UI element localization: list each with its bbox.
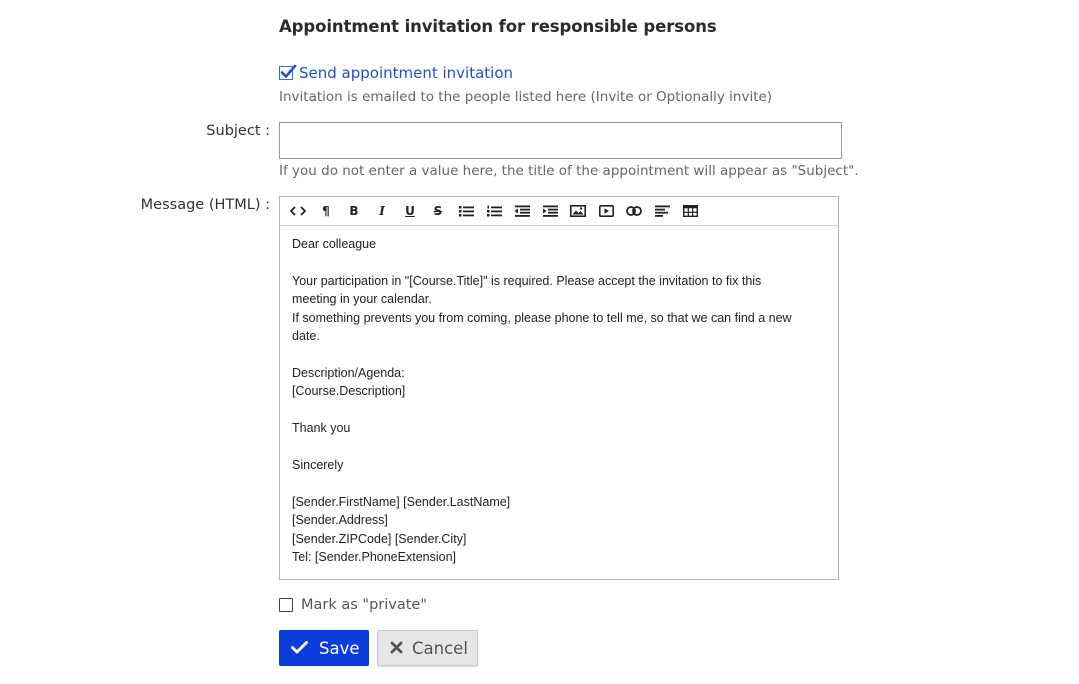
save-button-label: Save [319,638,360,658]
align-icon[interactable] [648,200,676,222]
bold-icon[interactable]: B [349,204,359,218]
send-invitation-help: Invitation is emailed to the people listed here (Invite or Optionally invite) [279,89,773,105]
paragraph-icon[interactable]: ¶ [322,204,330,218]
close-icon [390,639,403,658]
checkmark-icon [279,63,297,81]
checkmark-icon [291,639,308,658]
cancel-button[interactable] [377,630,478,666]
subject-label: Subject : [206,123,270,139]
subject-help: If you do not enter a value here, the title of the appointment will appear as "Subject". [279,163,859,179]
bulleted-list-icon[interactable] [452,200,480,222]
send-invitation-row[interactable] [279,64,513,82]
underline-icon[interactable]: U [405,204,415,218]
send-invitation-checkbox[interactable] [279,66,293,80]
link-icon[interactable] [620,200,648,222]
message-label: Message (HTML) : [140,197,270,213]
numbered-list-icon[interactable] [480,200,508,222]
strikethrough-icon[interactable]: S [433,204,443,218]
outdent-icon[interactable] [508,200,536,222]
private-row[interactable] [279,597,427,613]
private-label[interactable]: Mark as "private" [301,597,428,613]
table-icon[interactable] [676,200,704,222]
italic-icon[interactable]: I [379,204,385,218]
subject-input[interactable] [279,122,842,159]
video-icon[interactable] [592,200,620,222]
code-view-icon[interactable] [284,200,312,222]
save-button[interactable] [279,630,369,666]
html-editor [279,196,839,580]
editor-toolbar [280,197,838,226]
send-invitation-label[interactable]: Send appointment invitation [299,64,514,82]
indent-icon[interactable] [536,200,564,222]
image-icon[interactable] [564,200,592,222]
editor-content[interactable]: Dear colleague Your participation in "[Course.Title]" is required. Please accept the invitation to fix this meeting in your calendar. If something prevents you from coming, please phone to tell me, so that we can find a new date. Description/Agenda: [Course.Description] Thank you Sincerely [Sender.FirstName] [Sender.LastName] [Sender.Address] [Sender.ZIPCode] [Sender.City] Tel: [Sender.PhoneExtension] [292,237,792,564]
private-checkbox[interactable] [279,598,293,612]
section-title: Appointment invitation for responsible persons [279,17,717,36]
cancel-button-label: Cancel [412,638,468,658]
